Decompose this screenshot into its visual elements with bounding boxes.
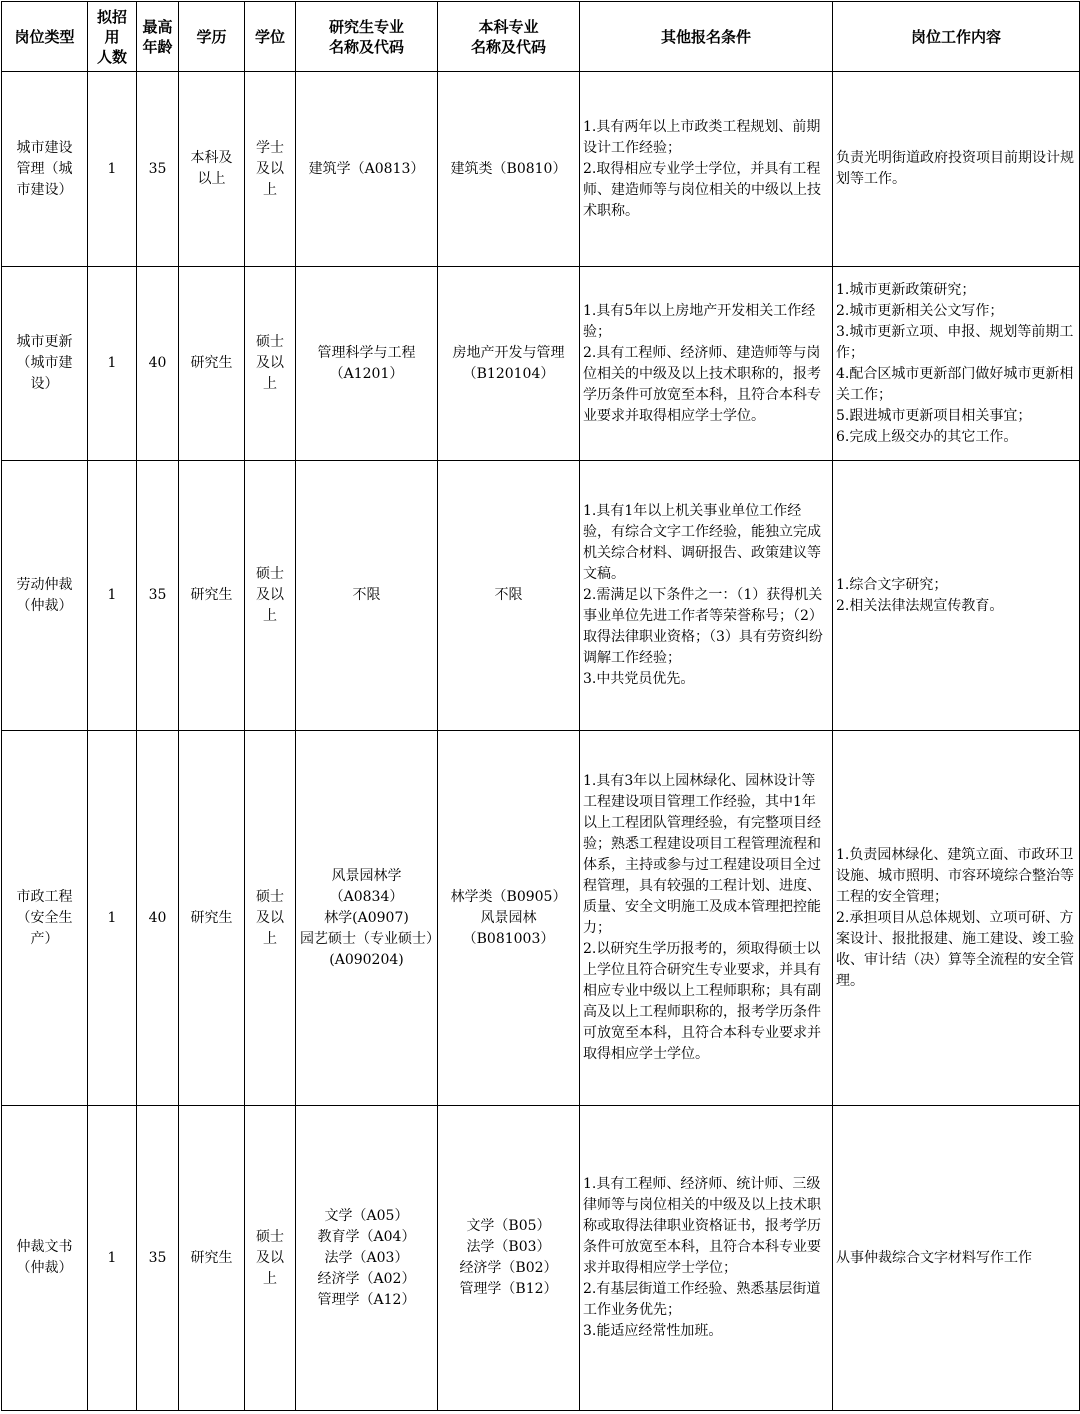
cell-job-content: 1.城市更新政策研究； 2.城市更新相关公文写作； 3.城市更新立项、申报、规划等前期工作； 4.配合区城市更新部门做好城市更新相关工作； 5.跟进城市更新项目相关事宜； 6.完成上级交办的其它工作。 — [833, 267, 1080, 461]
cell-headcount: 1 — [88, 267, 137, 461]
cell-grad-major: 不限 — [296, 461, 438, 731]
cell-max-age: 35 — [137, 72, 179, 267]
cell-education: 本科及 以上 — [179, 72, 245, 267]
cell-other-conditions: 1.具有5年以上房地产开发相关工作经验； 2.具有工程师、经济师、建造师等与岗位相关的中级及以上技术职称的，报考学历条件可放宽至本科，且符合本科专业要求并取得相应学士学位。 — [580, 267, 833, 461]
cell-max-age: 35 — [137, 461, 179, 731]
cell-job-content: 1.负责园林绿化、建筑立面、市政环卫设施、城市照明、市容环境综合整治等工程的安全管理； 2.承担项目从总体规划、立项可研、方案设计、报批报建、施工建设、竣工验收、审计结（决）算等全流程的安全管理。 — [833, 731, 1080, 1106]
table-row — [2, 72, 1080, 267]
table-row — [2, 1106, 1080, 1411]
cell-post-type: 仲裁文书 （仲裁） — [2, 1106, 88, 1411]
header-education: 学历 — [179, 2, 245, 72]
cell-job-content: 1.综合文字研究； 2.相关法律法规宣传教育。 — [833, 461, 1080, 731]
cell-degree: 硕士 及以 上 — [245, 461, 296, 731]
cell-other-conditions: 1.具有1年以上机关事业单位工作经验，有综合文字工作经验，能独立完成机关综合材料、调研报告、政策建议等文稿。 2.需满足以下条件之一：（1）获得机关事业单位先进工作者等荣誉称号；（2）取得法律职业资格；（3）具有劳资纠纷调解工作经验； 3.中共党员优先。 — [580, 461, 833, 731]
cell-post-type: 劳动仲裁 （仲裁） — [2, 461, 88, 731]
recruitment-table — [1, 1, 1080, 1411]
cell-ug-major: 不限 — [438, 461, 580, 731]
header-headcount: 拟招 用 人数 — [88, 2, 137, 72]
cell-grad-major: 建筑学（A0813） — [296, 72, 438, 267]
header-max-age: 最高 年龄 — [137, 2, 179, 72]
header-other-conditions: 其他报名条件 — [580, 2, 833, 72]
cell-ug-major: 文学（B05） 法学（B03） 经济学（B02） 管理学（B12） — [438, 1106, 580, 1411]
cell-grad-major: 文学（A05） 教育学（A04） 法学（A03） 经济学（A02） 管理学（A12） — [296, 1106, 438, 1411]
cell-max-age: 40 — [137, 731, 179, 1106]
cell-max-age: 40 — [137, 267, 179, 461]
cell-grad-major: 管理科学与工程 （A1201） — [296, 267, 438, 461]
cell-education: 研究生 — [179, 267, 245, 461]
cell-education: 研究生 — [179, 461, 245, 731]
header-job-content: 岗位工作内容 — [833, 2, 1080, 72]
cell-headcount: 1 — [88, 72, 137, 267]
header-grad-major: 研究生专业 名称及代码 — [296, 2, 438, 72]
cell-other-conditions: 1.具有工程师、经济师、统计师、三级律师等与岗位相关的中级及以上技术职称或取得法律职业资格证书，报考学历条件可放宽至本科，且符合本科专业要求并取得相应学士学位； 2.有基层街道工作经验、熟悉基层街道工作业务优先； 3.能适应经常性加班。 — [580, 1106, 833, 1411]
cell-degree: 硕士 及以 上 — [245, 267, 296, 461]
header-post-type: 岗位类型 — [2, 2, 88, 72]
table-row — [2, 731, 1080, 1106]
cell-degree: 学士 及以 上 — [245, 72, 296, 267]
cell-degree: 硕士 及以 上 — [245, 1106, 296, 1411]
cell-post-type: 市政工程 （安全生 产） — [2, 731, 88, 1106]
cell-other-conditions: 1.具有3年以上园林绿化、园林设计等工程建设项目管理工作经验，其中1年以上工程团队管理经验，有完整项目经验；熟悉工程建设项目工程管理流程和体系，主持或参与过工程建设项目全过程管理，具有较强的工程计划、进度、质量、安全文明施工及成本管理把控能力； 2.以研究生学历报考的，须取得硕士以上学位且符合研究生专业要求，并具有相应专业中级以上工程师职称；具有副高及以上工程师职称的，报考学历条件可放宽至本科，且符合本科专业要求并取得相应学士学位。 — [580, 731, 833, 1106]
cell-ug-major: 林学类（B0905） 风景园林 （B081003） — [438, 731, 580, 1106]
table-row — [2, 267, 1080, 461]
table-row — [2, 461, 1080, 731]
header-ug-major: 本科专业 名称及代码 — [438, 2, 580, 72]
cell-post-type: 城市更新 （城市建 设） — [2, 267, 88, 461]
cell-job-content: 从事仲裁综合文字材料写作工作 — [833, 1106, 1080, 1411]
cell-headcount: 1 — [88, 461, 137, 731]
cell-ug-major: 建筑类（B0810） — [438, 72, 580, 267]
cell-job-content: 负责光明街道政府投资项目前期设计规划等工作。 — [833, 72, 1080, 267]
cell-education: 研究生 — [179, 1106, 245, 1411]
cell-grad-major: 风景园林学 （A0834） 林学(A0907) 园艺硕士（专业硕士）(A090204) — [296, 731, 438, 1106]
cell-degree: 硕士 及以 上 — [245, 731, 296, 1106]
cell-headcount: 1 — [88, 1106, 137, 1411]
cell-ug-major: 房地产开发与管理 （B120104） — [438, 267, 580, 461]
cell-education: 研究生 — [179, 731, 245, 1106]
table-header-row — [2, 2, 1080, 72]
cell-post-type: 城市建设 管理（城 市建设） — [2, 72, 88, 267]
cell-other-conditions: 1.具有两年以上市政类工程规划、前期设计工作经验； 2.取得相应专业学士学位，并具有工程师、建造师等与岗位相关的中级以上技术职称。 — [580, 72, 833, 267]
cell-headcount: 1 — [88, 731, 137, 1106]
header-degree: 学位 — [245, 2, 296, 72]
cell-max-age: 35 — [137, 1106, 179, 1411]
